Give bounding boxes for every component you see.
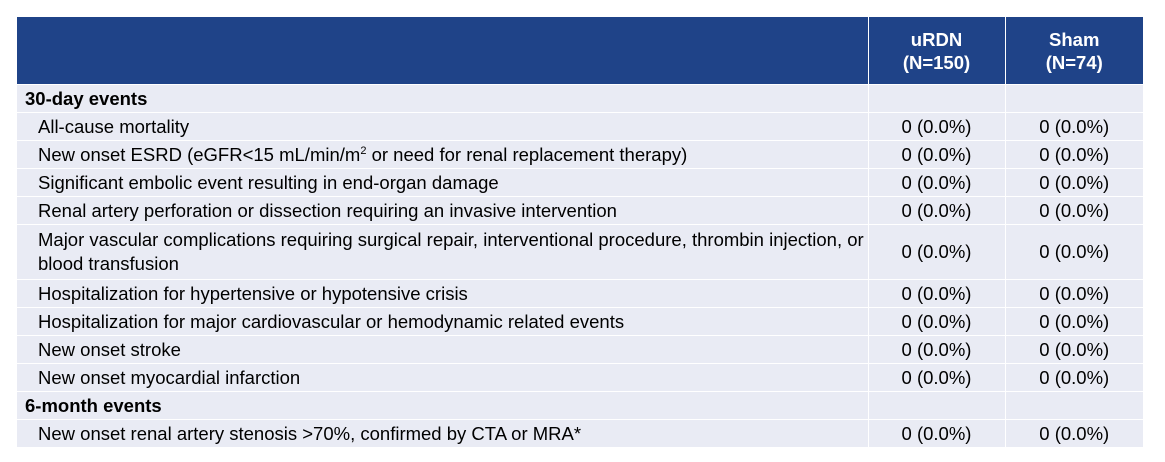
- section-empty-cell: [868, 392, 1005, 420]
- table-row: [17, 225, 1143, 280]
- urdn-value: 0 (0.0%): [868, 308, 1005, 336]
- table-row: [17, 197, 1143, 225]
- sham-value: 0 (0.0%): [1005, 225, 1143, 280]
- urdn-value: 0 (0.0%): [868, 280, 1005, 308]
- urdn-value: 0 (0.0%): [868, 197, 1005, 225]
- row-label: New onset stroke: [17, 336, 868, 364]
- sham-value: 0 (0.0%): [1005, 141, 1143, 169]
- superscript: 2: [360, 144, 367, 157]
- row-label: Renal artery perforation or dissection requiring an invasive intervention: [17, 197, 868, 225]
- table-row: [17, 308, 1143, 336]
- sham-value: 0 (0.0%): [1005, 197, 1143, 225]
- table-row: [17, 420, 1143, 448]
- section-empty-cell: [1005, 392, 1143, 420]
- urdn-value: 0 (0.0%): [868, 113, 1005, 141]
- section-heading-30day: 30-day events: [17, 85, 868, 113]
- row-label: New onset renal artery stenosis >70%, confirmed by CTA or MRA*: [17, 420, 868, 448]
- row-label-text: or need for renal replacement therapy): [366, 143, 688, 165]
- row-label: Hospitalization for major cardiovascular or hemodynamic related events: [17, 308, 868, 336]
- header-sham-cell: [1005, 17, 1143, 85]
- sham-value: 0 (0.0%): [1005, 169, 1143, 197]
- table-header-row: [17, 17, 1143, 85]
- table-row: [17, 280, 1143, 308]
- sham-value: 0 (0.0%): [1005, 336, 1143, 364]
- table-row: [17, 364, 1143, 392]
- sham-value: 0 (0.0%): [1005, 308, 1143, 336]
- header-urdn-n: (N=150): [902, 51, 971, 73]
- row-label-text: New onset ESRD (eGFR<15 mL/min/m: [38, 143, 361, 165]
- header-urdn-cell: [868, 17, 1005, 85]
- sham-value: 0 (0.0%): [1005, 113, 1143, 141]
- row-label: Major vascular complications requiring surgical repair, interventional procedure, thrombin injection, or blood transfusion: [17, 225, 868, 280]
- row-label: Significant embolic event resulting in end-organ damage: [17, 169, 868, 197]
- table-row: [17, 336, 1143, 364]
- urdn-value: 0 (0.0%): [868, 336, 1005, 364]
- urdn-value: 0 (0.0%): [868, 225, 1005, 280]
- table-row: [17, 169, 1143, 197]
- table-row: [17, 113, 1143, 141]
- urdn-value: 0 (0.0%): [868, 420, 1005, 448]
- safety-events-table: [17, 17, 1143, 447]
- header-urdn-name: uRDN: [910, 28, 963, 50]
- section-row: [17, 392, 1143, 420]
- urdn-value: 0 (0.0%): [868, 364, 1005, 392]
- sham-value: 0 (0.0%): [1005, 364, 1143, 392]
- header-sham-n: (N=74): [1045, 51, 1103, 73]
- section-heading-6month: 6-month events: [17, 392, 868, 420]
- header-label-cell: [17, 17, 868, 85]
- sham-value: 0 (0.0%): [1005, 420, 1143, 448]
- table-row: [17, 141, 1143, 169]
- row-label: All-cause mortality: [17, 113, 868, 141]
- urdn-value: 0 (0.0%): [868, 169, 1005, 197]
- sham-value: 0 (0.0%): [1005, 280, 1143, 308]
- row-label: [17, 141, 868, 169]
- section-empty-cell: [1005, 85, 1143, 113]
- section-row: [17, 85, 1143, 113]
- urdn-value: 0 (0.0%): [868, 141, 1005, 169]
- header-sham-name: Sham: [1049, 28, 1100, 50]
- row-label: New onset myocardial infarction: [17, 364, 868, 392]
- row-label: Hospitalization for hypertensive or hypotensive crisis: [17, 280, 868, 308]
- section-empty-cell: [868, 85, 1005, 113]
